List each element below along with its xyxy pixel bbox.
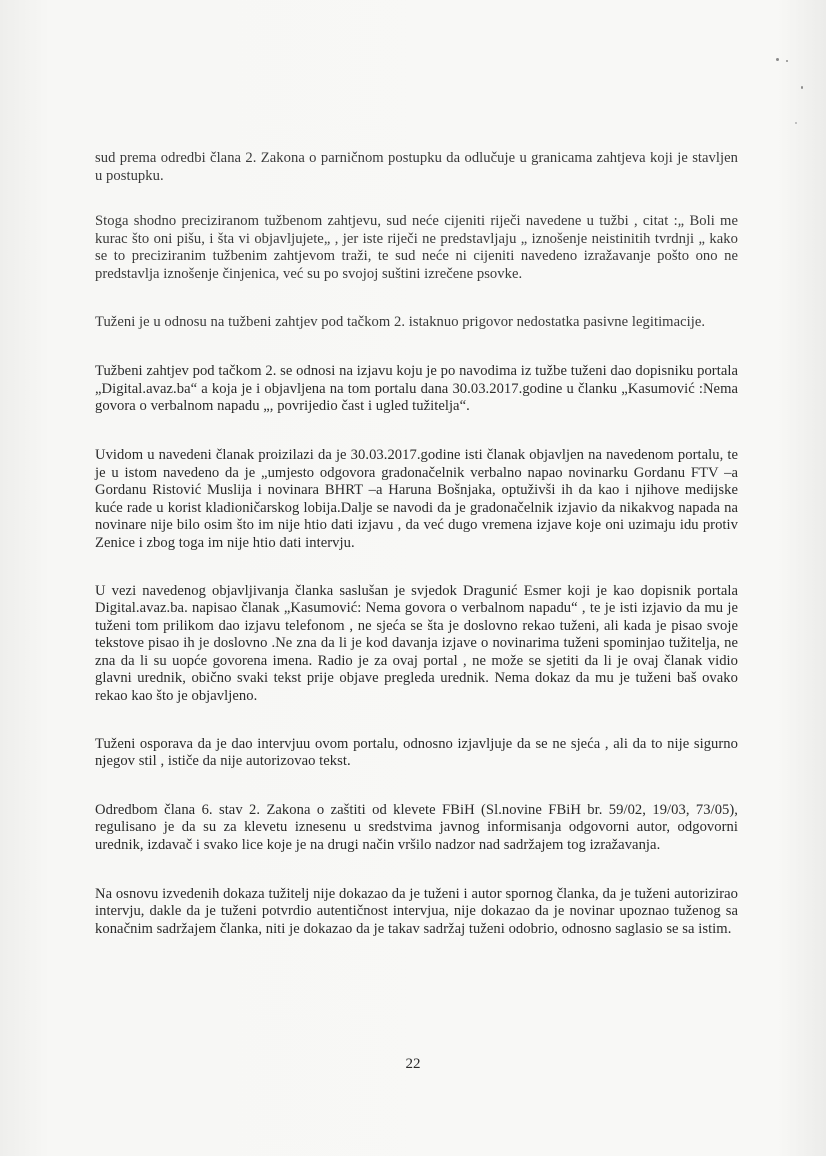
paragraph: Stoga shodno preciziranom tužbenom zahtjevu, sud neće cijeniti riječi navedene u tužbi , citat :„ Boli me kurac što oni pišu, i šta vi objavljujete„ , jer iste riječi ne predstavljaju „ iznošenje neistinitih tvrdnji „ kako se to preciziranim tužbenim zahtjevom traži, te sud neće ni cijeniti navedeno izražavanje pošto ono ne predstavlja iznošenje činjenica, već su po svojoj suštini izrečene psovke. <box>95 213 738 282</box>
scan-speck <box>786 60 788 62</box>
scan-speck <box>776 58 779 61</box>
paragraph: Tužbeni zahtjev pod tačkom 2. se odnosi na izjavu koju je po navodima iz tužbe tuženi dao dopisniku portala „Digital.avaz.ba“ a koja je i objavljena na tom portalu dana 30.03.2017.godine u članku „Kasumović :Nema govora o verbalnom napadu „, povrijedio čast i ugled tužitelja“. <box>95 363 738 415</box>
paragraph: Tuženi je u odnosu na tužbeni zahtjev pod tačkom 2. istaknuo prigovor nedostatka pasivne legitimacije. <box>95 313 706 330</box>
document-body <box>95 150 738 968</box>
page-number: 22 <box>405 1056 421 1072</box>
paragraph: U vezi navedenog objavljivanja članka saslušan je svjedok Dragunić Esmer koji je kao dopisnik portala Digital.avaz.ba. napisao članak „Kasumović: Nema govora o verbalnom napadu“ , te je isti izjavio da mu je tuženi tom prilikom dao izjavu telefonom , ne sjeća se šta je doslovno rekao tuženi, ali kada je pisao svoje tekstove pisao ih je doslovno .Ne zna da li je kod davanja izjave o novinarima tuženi spominjao tužitelja, ne zna da li su uopće govorena imena. Radio je za ovaj portal , ne može se sjetiti da li je ovaj članak vidio glavni urednik, obično svaki tekst prije objave pregleda urednik. Nema dokaz da mu je tuženi baš ovako rekao kao što je objavljeno. <box>95 582 738 705</box>
scan-speck <box>801 86 803 89</box>
paragraph: Odredbom člana 6. stav 2. Zakona o zaštiti od klevete FBiH (Sl.novine FBiH br. 59/02, 19/03, 73/05), regulisano je da su za klevetu iznesenu u sredstvima javnog informisanja odgovorni autor, odgovorni urednik, izdavač i svako lice koje je na drugi način vršilo nadzor nad sadržajem tog izražavanja. <box>95 801 738 854</box>
scan-speck <box>795 122 797 124</box>
paragraph: Uvidom u navedeni članak proizilazi da je 30.03.2017.godine isti članak objavljen na navedenom portalu, te je u istom navedeno da je „umjesto odgovora gradonačelnik verbalno napao novinarku Gordanu FTV –a Gordanu Ristović Muslija i novinara BHRT –a Haruna Bošnjaka, optuživši ih da kao i njihove medijske kuće rade u korist kladioničarskog lobija.Dalje se navodi da je gradonačelnik izjavio da nikakvog napada na novinare nije bilo osim što im nije htio dati izjavu , da već dugo vremena izjave koje oni uzimaju idu protiv Zenice i zbog toga im nije htio dati intervju. <box>95 446 738 551</box>
paragraph: Na osnovu izvedenih dokaza tužitelj nije dokazao da je tuženi i autor spornog članka, da je tuženi autorizirao intervju, dakle da je tuženi potvrdio autentičnost intervjua, nije dokazao da je novinar upoznao tuženog sa konačnim sadržajem članka, niti je dokazao da je takav sadržaj tuženi odobrio, odnosno saglasio se sa istim. <box>95 885 738 937</box>
paragraph: sud prema odredbi člana 2. Zakona o parničnom postupku da odlučuje u granicama zahtjeva koji je stavljen u postupku. <box>95 150 738 184</box>
paragraph: Tuženi osporava da je dao intervjuu ovom portalu, odnosno izjavljuje da se ne sjeća , ali da to nije sigurno njegov stil , ističe da nije autorizovao tekst. <box>95 735 738 770</box>
